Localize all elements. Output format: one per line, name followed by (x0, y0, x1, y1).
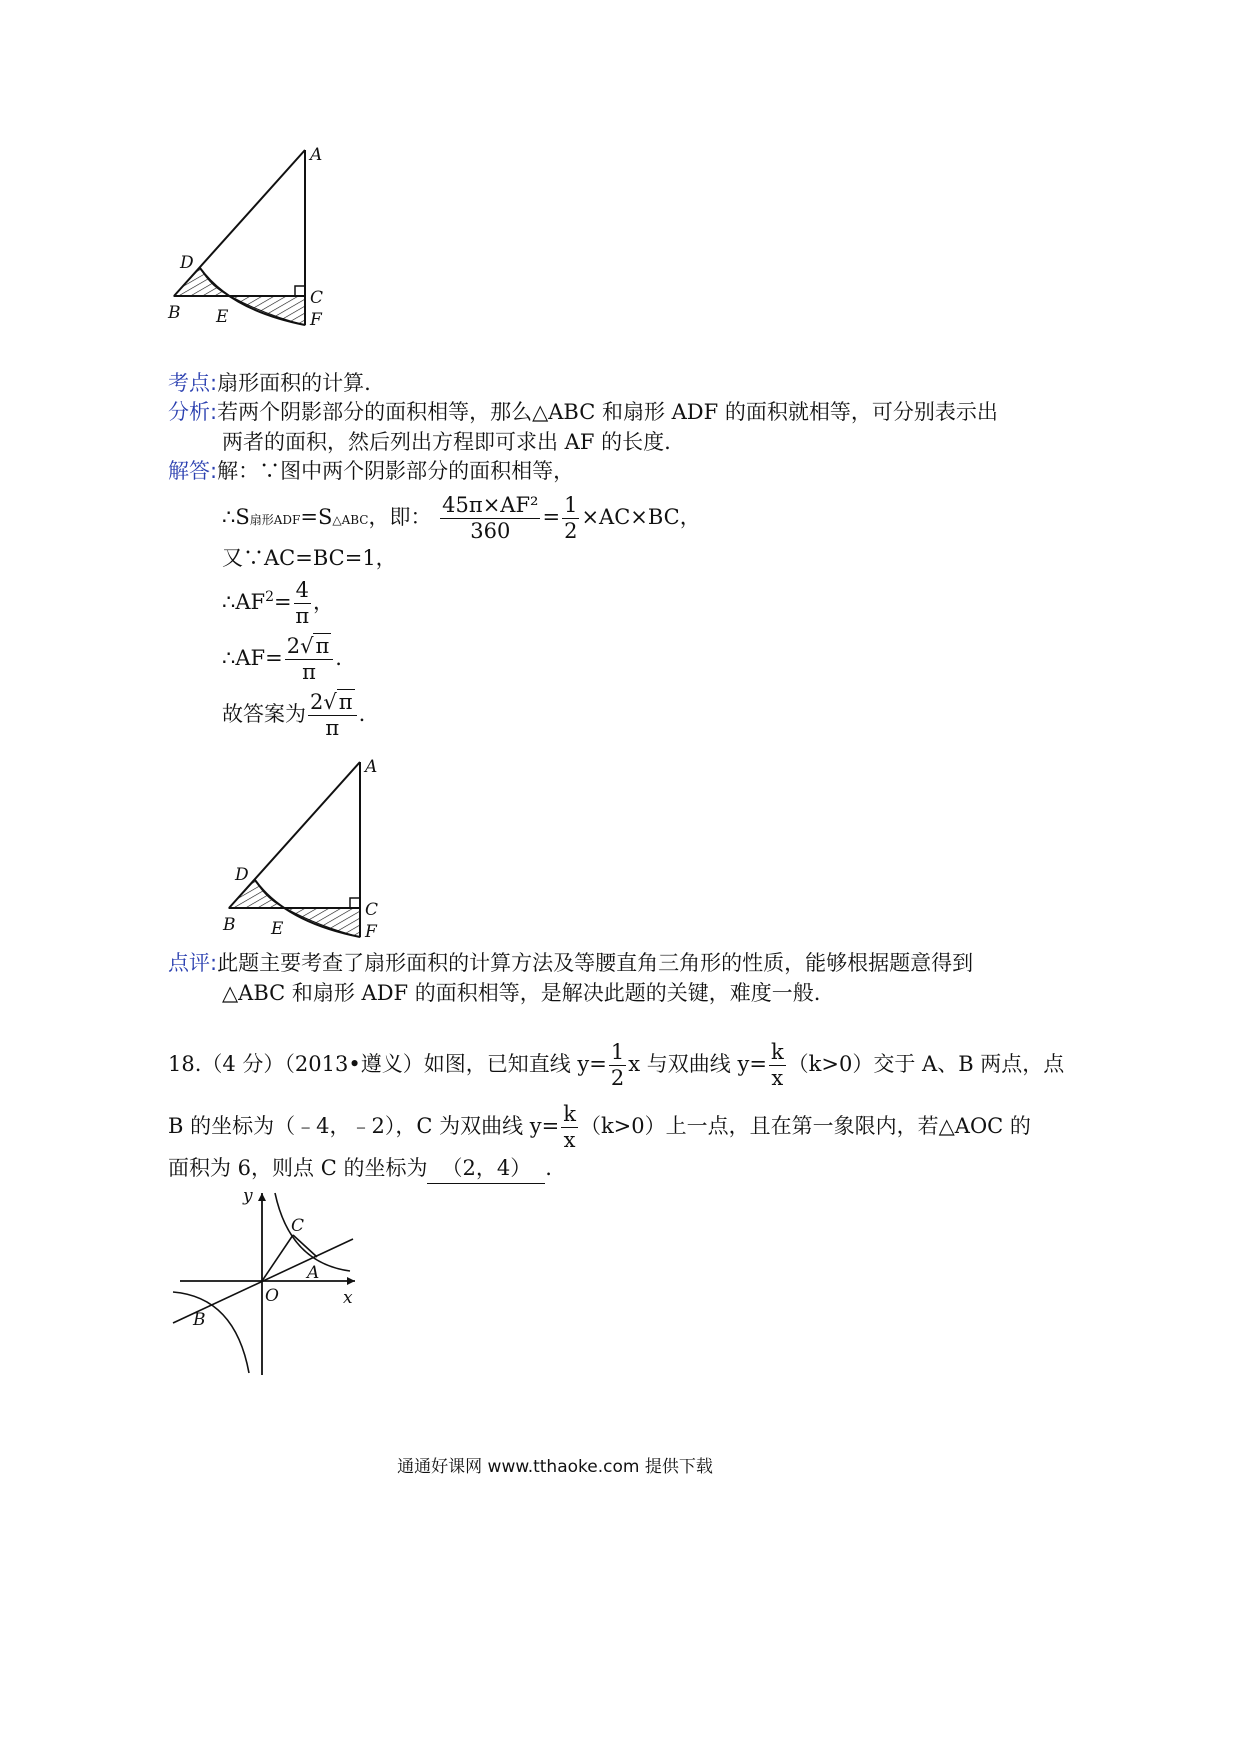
fig1-label-E: E (216, 307, 229, 327)
fig3-label-C: C (291, 1216, 305, 1236)
fig2-label-B: B (223, 915, 236, 935)
fig3-label-x: x (343, 1288, 353, 1308)
fraction-sector-area: $\frac{\text{45π×AF²}}{360}$ (442, 493, 539, 543)
q18-line2: B 的坐标为（﹣4，﹣2），C 为双曲线 y= $\frac{k}{x}$ （k>0）上一点，且在第一象限内，若△AOC 的 (168, 1102, 1031, 1152)
kaodian-text: 扇形面积的计算. (217, 371, 371, 395)
fenxi-line1: 若两个阴影部分的面积相等，那么△ABC 和扇形 ADF 的面积就相等，可分别表示出 (217, 400, 998, 424)
jieda-line5: ∴AF= $\frac{2√\pi}{\pi}$ . (222, 634, 342, 684)
figure-triangle-sector-1 (160, 140, 350, 330)
dianping-line1: 此题主要考查了扇形面积的计算方法及等腰直角三角形的性质，能够根据题意得到 (217, 951, 974, 975)
fraction-half: $\frac{1}{2}$ (564, 493, 578, 543)
fenxi-tag: 分析: (168, 400, 218, 424)
q18-line3: 面积为 6，则点 C 的坐标为 （2，4） . (168, 1153, 552, 1184)
figure-triangle-sector-2 (215, 752, 405, 942)
figure-hyperbola (165, 1185, 365, 1380)
fig1-label-A: A (310, 145, 323, 165)
fig2-label-E: E (271, 919, 284, 939)
jieda-line3: 又∵AC=BC=1， (222, 546, 397, 570)
kaodian-tag: 考点: (168, 371, 218, 395)
dianping-tag: 点评: (168, 951, 218, 975)
jieda-tag: 解答: (168, 459, 218, 483)
fenxi-row (168, 397, 998, 427)
q18-line1: 18.（4 分）（2013•遵义）如图，已知直线 y= $\frac{1}{2}$ x 与双曲线 y= $\frac{k}{x}$ （k>0）交于 A、B 两点，点 (168, 1040, 1065, 1090)
fig1-label-B: B (168, 303, 181, 323)
fig2-label-D: D (235, 865, 249, 885)
dianping-line2: △ABC 和扇形 ADF 的面积相等，是解决此题的关键，难度一般. (222, 981, 821, 1005)
kaodian-row (168, 368, 371, 398)
page-footer: 通通好课网 www.tthaoke.com 提供下载 (397, 1457, 713, 1477)
fig1-label-D: D (180, 253, 194, 273)
answer-blank: （2，4） (427, 1153, 545, 1184)
fig3-label-A: A (307, 1263, 320, 1283)
fig2-label-A: A (365, 757, 378, 777)
fig1-label-C: C (310, 288, 324, 308)
fig3-label-B: B (193, 1310, 206, 1330)
fig2-label-C: C (365, 900, 379, 920)
fenxi-line2: 两者的面积，然后列出方程即可求出 AF 的长度. (222, 430, 671, 454)
dianping-row (168, 948, 973, 978)
fig3-label-O: O (265, 1286, 279, 1306)
jieda-row (168, 456, 574, 486)
jieda-line2: ∴S扇形ADF=S△ABC，即： $\frac{\text{45π×AF²}}{360}$ = $\frac{1}{2}$ ×AC×BC， (222, 493, 701, 543)
fig1-label-F: F (310, 310, 322, 330)
fig3-label-y: y (243, 1186, 253, 1206)
jieda-line1: 解：∵图中两个阴影部分的面积相等， (217, 459, 575, 483)
jieda-line6: 故答案为 $\frac{2√\pi}{\pi}$ . (222, 690, 366, 740)
jieda-line4: $\therefore AF^2=$ $\frac{4}{\pi}$ ， (222, 578, 335, 628)
fig2-label-F: F (365, 922, 377, 942)
